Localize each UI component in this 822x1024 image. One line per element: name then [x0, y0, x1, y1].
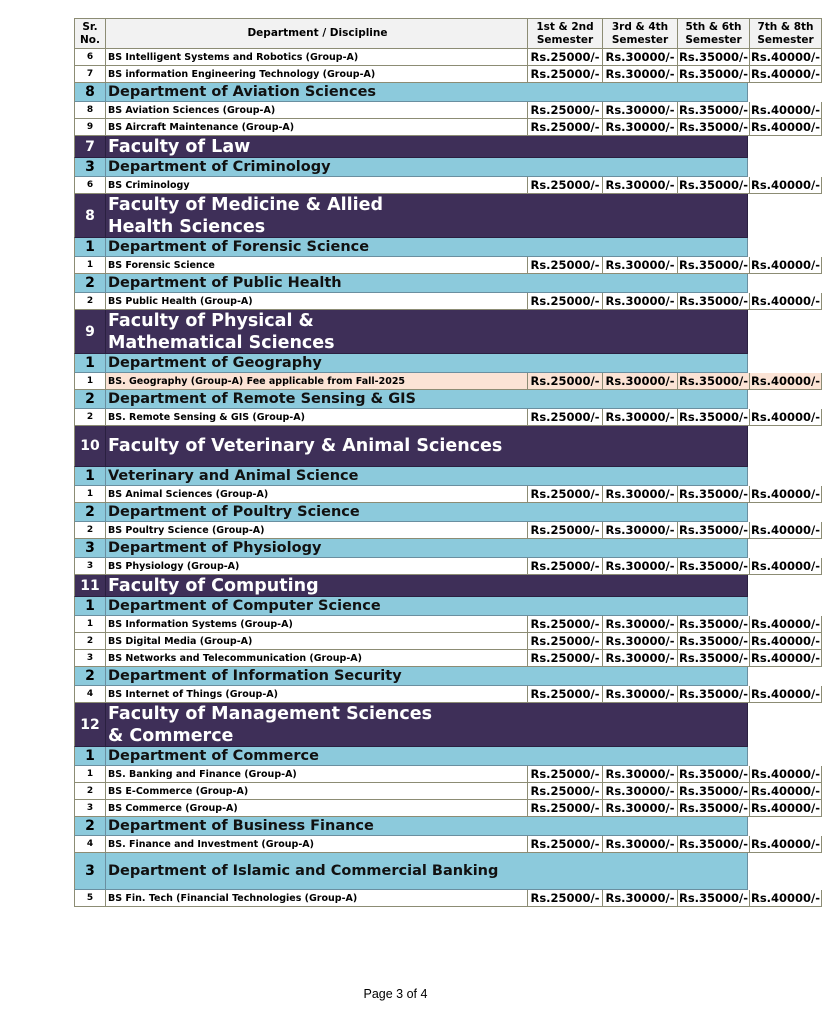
- serial-number: 6: [74, 49, 106, 66]
- header-sr-no: Sr. No.: [74, 18, 106, 49]
- serial-number: 11: [74, 575, 106, 597]
- department-row: [74, 597, 748, 616]
- program-row: [74, 177, 821, 194]
- serial-number: 3: [74, 539, 106, 558]
- fee-semester-7-8: Rs.40000/-: [750, 687, 821, 701]
- department-row: [74, 467, 748, 486]
- department-name: Department of Geography: [106, 354, 748, 373]
- serial-number: 1: [74, 257, 106, 274]
- department-row: [74, 853, 748, 890]
- fee-semester-3-4: Rs.30000/-: [603, 373, 678, 390]
- serial-number: 3: [74, 158, 106, 177]
- department-row: [74, 667, 748, 686]
- fee-semester-7-8: Rs.40000/-: [750, 617, 821, 631]
- fee-semester-1-2: Rs.25000/-: [528, 783, 603, 800]
- program-name: BS Aviation Sciences (Group-A): [106, 102, 528, 119]
- fee-semester-1-2: Rs.25000/-: [528, 616, 603, 633]
- fee-semester-3-4: Rs.30000/-: [603, 177, 678, 194]
- fee-semester-1-2: Rs.25000/-: [528, 522, 603, 539]
- fee-semester-3-4: Rs.30000/-: [603, 800, 678, 817]
- program-row: [74, 373, 821, 390]
- program-row: [74, 616, 821, 633]
- serial-number: 9: [74, 119, 106, 136]
- program-name: BS Commerce (Group-A): [106, 800, 528, 817]
- fee-semester-7-8: Rs.40000/-: [750, 374, 821, 388]
- fee-semester-3-4: Rs.30000/-: [603, 783, 678, 800]
- department-name: Department of Physiology: [106, 539, 748, 558]
- program-row: [74, 119, 821, 136]
- faculty-name: Faculty of Medicine & Allied Health Sciences: [106, 194, 748, 238]
- fee-semester-5-6: Rs.35000/-: [678, 103, 749, 117]
- serial-number: 2: [74, 667, 106, 686]
- fee-semester-7-8: Rs.40000/-: [750, 801, 821, 815]
- fee-semester-5-6: Rs.35000/-: [678, 50, 749, 64]
- fee-semester-1-2: Rs.25000/-: [528, 486, 603, 503]
- serial-number: 1: [74, 597, 106, 616]
- fee-semester-3-4: Rs.30000/-: [603, 49, 678, 66]
- serial-number: 2: [74, 503, 106, 522]
- fee-semester-5-6: Rs.35000/-: [678, 784, 749, 798]
- program-name: BS. Banking and Finance (Group-A): [106, 766, 528, 783]
- fee-semester-5-6: Rs.35000/-: [678, 67, 749, 81]
- program-name: BS Forensic Science: [106, 257, 528, 274]
- program-name: BS. Finance and Investment (Group-A): [106, 836, 528, 853]
- serial-number: 1: [74, 766, 106, 783]
- department-name: Department of Poultry Science: [106, 503, 748, 522]
- serial-number: 8: [74, 194, 106, 238]
- fee-semester-7-8: Rs.40000/-: [750, 294, 821, 308]
- program-row: [74, 766, 821, 783]
- serial-number: 7: [74, 66, 106, 83]
- program-name: BS Information Systems (Group-A): [106, 616, 528, 633]
- fee-semester-7-8: Rs.40000/-: [750, 258, 821, 272]
- fee-semester-3-4: Rs.30000/-: [603, 633, 678, 650]
- department-name: Department of Forensic Science: [106, 238, 748, 257]
- fee-semester-7-8: Rs.40000/-: [750, 178, 821, 192]
- department-row: [74, 747, 748, 766]
- fee-semester-1-2: Rs.25000/-: [528, 177, 603, 194]
- department-name: Department of Public Health: [106, 274, 748, 293]
- faculty-name: Faculty of Management Sciences & Commerce: [106, 703, 748, 747]
- fee-semester-7-8: Rs.40000/-: [750, 767, 821, 781]
- fee-semester-7-8: Rs.40000/-: [750, 67, 821, 81]
- fee-semester-3-4: Rs.30000/-: [603, 102, 678, 119]
- fee-semester-3-4: Rs.30000/-: [603, 66, 678, 83]
- serial-number: 2: [74, 274, 106, 293]
- fee-semester-7-8: Rs.40000/-: [750, 120, 821, 134]
- department-row: [74, 817, 748, 836]
- faculty-name: Faculty of Physical & Mathematical Sciences: [106, 310, 748, 354]
- fee-semester-3-4: Rs.30000/-: [603, 257, 678, 274]
- program-name: BS E-Commerce (Group-A): [106, 783, 528, 800]
- header-semester-1-2: 1st & 2nd Semester: [528, 18, 603, 49]
- program-name: BS. Geography (Group-A) Fee applicable from Fall-2025: [106, 373, 528, 390]
- fee-semester-3-4: Rs.30000/-: [603, 486, 678, 503]
- faculty-row: [74, 575, 748, 597]
- serial-number: 12: [74, 703, 106, 747]
- department-row: [74, 238, 748, 257]
- fee-semester-7-8: Rs.40000/-: [750, 891, 821, 905]
- serial-number: 6: [74, 177, 106, 194]
- serial-number: 8: [74, 102, 106, 119]
- fee-semester-7-8: Rs.40000/-: [750, 784, 821, 798]
- serial-number: 3: [74, 853, 106, 890]
- department-name: Veterinary and Animal Science: [106, 467, 748, 486]
- fee-semester-3-4: Rs.30000/-: [603, 616, 678, 633]
- faculty-row: [74, 136, 748, 158]
- program-row: [74, 486, 821, 503]
- program-row: [74, 409, 821, 426]
- program-row: [74, 102, 821, 119]
- fee-semester-1-2: Rs.25000/-: [528, 293, 603, 310]
- fee-semester-1-2: Rs.25000/-: [528, 800, 603, 817]
- program-name: BS Fin. Tech (Financial Technologies (Group-A): [106, 890, 528, 907]
- fee-semester-5-6: Rs.35000/-: [678, 634, 749, 648]
- faculty-name: Faculty of Computing: [106, 575, 748, 597]
- fee-semester-3-4: Rs.30000/-: [603, 293, 678, 310]
- program-row: [74, 49, 821, 66]
- fee-semester-5-6: Rs.35000/-: [678, 617, 749, 631]
- fee-semester-1-2: Rs.25000/-: [528, 373, 603, 390]
- serial-number: 3: [74, 558, 106, 575]
- serial-number: 2: [74, 783, 106, 800]
- fee-semester-1-2: Rs.25000/-: [528, 766, 603, 783]
- serial-number: 9: [74, 310, 106, 354]
- fee-semester-1-2: Rs.25000/-: [528, 66, 603, 83]
- fee-semester-1-2: Rs.25000/-: [528, 102, 603, 119]
- faculty-row: [74, 194, 748, 238]
- serial-number: 2: [74, 390, 106, 409]
- fee-semester-3-4: Rs.30000/-: [603, 409, 678, 426]
- program-name: BS Poultry Science (Group-A): [106, 522, 528, 539]
- serial-number: 4: [74, 836, 106, 853]
- fee-semester-3-4: Rs.30000/-: [603, 766, 678, 783]
- department-row: [74, 354, 748, 373]
- department-name: Department of Aviation Sciences: [106, 83, 748, 102]
- fee-semester-7-8: Rs.40000/-: [750, 487, 821, 501]
- department-row: [74, 503, 748, 522]
- serial-number: 5: [74, 890, 106, 907]
- header-semester-5-6: 5th & 6th Semester: [678, 18, 750, 49]
- program-row: [74, 650, 821, 667]
- program-name: BS Internet of Things (Group-A): [106, 686, 528, 703]
- fee-semester-1-2: Rs.25000/-: [528, 119, 603, 136]
- serial-number: 10: [74, 426, 106, 467]
- program-row: [74, 522, 821, 539]
- fee-semester-1-2: Rs.25000/-: [528, 558, 603, 575]
- program-name: BS Animal Sciences (Group-A): [106, 486, 528, 503]
- program-row: [74, 890, 821, 907]
- faculty-name: Faculty of Veterinary & Animal Sciences: [106, 426, 748, 467]
- faculty-row: [74, 310, 748, 354]
- serial-number: 1: [74, 467, 106, 486]
- fee-semester-5-6: Rs.35000/-: [678, 801, 749, 815]
- header-discipline: Department / Discipline: [106, 18, 528, 49]
- fee-semester-5-6: Rs.35000/-: [678, 410, 749, 424]
- serial-number: 1: [74, 747, 106, 766]
- fee-semester-1-2: Rs.25000/-: [528, 650, 603, 667]
- fee-semester-1-2: Rs.25000/-: [528, 686, 603, 703]
- serial-number: 3: [74, 800, 106, 817]
- fee-semester-3-4: Rs.30000/-: [603, 836, 678, 853]
- program-row: [74, 257, 821, 274]
- fee-semester-5-6: Rs.35000/-: [678, 687, 749, 701]
- fee-semester-5-6: Rs.35000/-: [678, 837, 749, 851]
- fee-semester-1-2: Rs.25000/-: [528, 49, 603, 66]
- program-name: BS Intelligent Systems and Robotics (Group-A): [106, 49, 528, 66]
- fee-semester-5-6: Rs.35000/-: [678, 258, 749, 272]
- serial-number: 1: [74, 354, 106, 373]
- fee-semester-7-8: Rs.40000/-: [750, 651, 821, 665]
- department-name: Department of Criminology: [106, 158, 748, 177]
- fee-semester-1-2: Rs.25000/-: [528, 257, 603, 274]
- faculty-row: [74, 703, 748, 747]
- fee-semester-5-6: Rs.35000/-: [678, 523, 749, 537]
- program-row: [74, 836, 821, 853]
- program-name: BS Aircraft Maintenance (Group-A): [106, 119, 528, 136]
- fee-semester-7-8: Rs.40000/-: [750, 103, 821, 117]
- serial-number: 1: [74, 616, 106, 633]
- fee-semester-5-6: Rs.35000/-: [678, 559, 749, 573]
- program-name: BS Networks and Telecommunication (Group-A): [106, 650, 528, 667]
- program-row: [74, 800, 821, 817]
- program-row: [74, 293, 821, 310]
- program-name: BS Public Health (Group-A): [106, 293, 528, 310]
- program-row: [74, 633, 821, 650]
- faculty-row: [74, 426, 748, 467]
- serial-number: 4: [74, 686, 106, 703]
- fee-semester-1-2: Rs.25000/-: [528, 890, 603, 907]
- program-name: BS. Remote Sensing & GIS (Group-A): [106, 409, 528, 426]
- fee-semester-7-8: Rs.40000/-: [750, 634, 821, 648]
- department-row: [74, 158, 748, 177]
- serial-number: 1: [74, 238, 106, 257]
- fee-semester-1-2: Rs.25000/-: [528, 633, 603, 650]
- fee-semester-3-4: Rs.30000/-: [603, 650, 678, 667]
- program-name: BS information Engineering Technology (Group-A): [106, 66, 528, 83]
- header-semester-7-8: 7th & 8th Semester: [750, 18, 822, 49]
- department-row: [74, 539, 748, 558]
- serial-number: 1: [74, 373, 106, 390]
- fee-semester-3-4: Rs.30000/-: [603, 558, 678, 575]
- fee-semester-5-6: Rs.35000/-: [678, 891, 749, 905]
- program-row: [74, 686, 821, 703]
- fee-semester-7-8: Rs.40000/-: [750, 523, 821, 537]
- serial-number: 1: [74, 486, 106, 503]
- fee-semester-3-4: Rs.30000/-: [603, 686, 678, 703]
- fee-semester-7-8: Rs.40000/-: [750, 559, 821, 573]
- serial-number: 2: [74, 633, 106, 650]
- serial-number: 2: [74, 409, 106, 426]
- fee-semester-5-6: Rs.35000/-: [678, 374, 749, 388]
- fee-semester-5-6: Rs.35000/-: [678, 294, 749, 308]
- fee-semester-3-4: Rs.30000/-: [603, 522, 678, 539]
- fee-semester-1-2: Rs.25000/-: [528, 836, 603, 853]
- fee-semester-5-6: Rs.35000/-: [678, 767, 749, 781]
- department-name: Department of Information Security: [106, 667, 748, 686]
- program-row: [74, 66, 821, 83]
- fee-semester-7-8: Rs.40000/-: [750, 50, 821, 64]
- program-name: BS Criminology: [106, 177, 528, 194]
- fee-semester-7-8: Rs.40000/-: [750, 837, 821, 851]
- serial-number: 2: [74, 817, 106, 836]
- fee-semester-5-6: Rs.35000/-: [678, 178, 749, 192]
- fee-semester-7-8: Rs.40000/-: [750, 410, 821, 424]
- fee-semester-5-6: Rs.35000/-: [678, 651, 749, 665]
- program-row: [74, 783, 821, 800]
- department-row: [74, 390, 748, 409]
- department-name: Department of Business Finance: [106, 817, 748, 836]
- department-name: Department of Commerce: [106, 747, 748, 766]
- program-name: BS Physiology (Group-A): [106, 558, 528, 575]
- program-row: [74, 558, 821, 575]
- serial-number: 7: [74, 136, 106, 158]
- fee-semester-3-4: Rs.30000/-: [603, 119, 678, 136]
- department-name: Department of Remote Sensing & GIS: [106, 390, 748, 409]
- header-semester-3-4: 3rd & 4th Semester: [603, 18, 678, 49]
- department-row: [74, 274, 748, 293]
- serial-number: 8: [74, 83, 106, 102]
- table-header: [74, 18, 814, 49]
- department-row: [74, 83, 748, 102]
- fee-semester-5-6: Rs.35000/-: [678, 120, 749, 134]
- faculty-name: Faculty of Law: [106, 136, 748, 158]
- page-footer: Page 3 of 4: [363, 987, 428, 1001]
- serial-number: 2: [74, 522, 106, 539]
- department-name: Department of Computer Science: [106, 597, 748, 616]
- fee-semester-5-6: Rs.35000/-: [678, 487, 749, 501]
- fee-semester-1-2: Rs.25000/-: [528, 409, 603, 426]
- program-name: BS Digital Media (Group-A): [106, 633, 528, 650]
- serial-number: 3: [74, 650, 106, 667]
- department-name: Department of Islamic and Commercial Banking: [106, 853, 748, 890]
- serial-number: 2: [74, 293, 106, 310]
- fee-semester-3-4: Rs.30000/-: [603, 890, 678, 907]
